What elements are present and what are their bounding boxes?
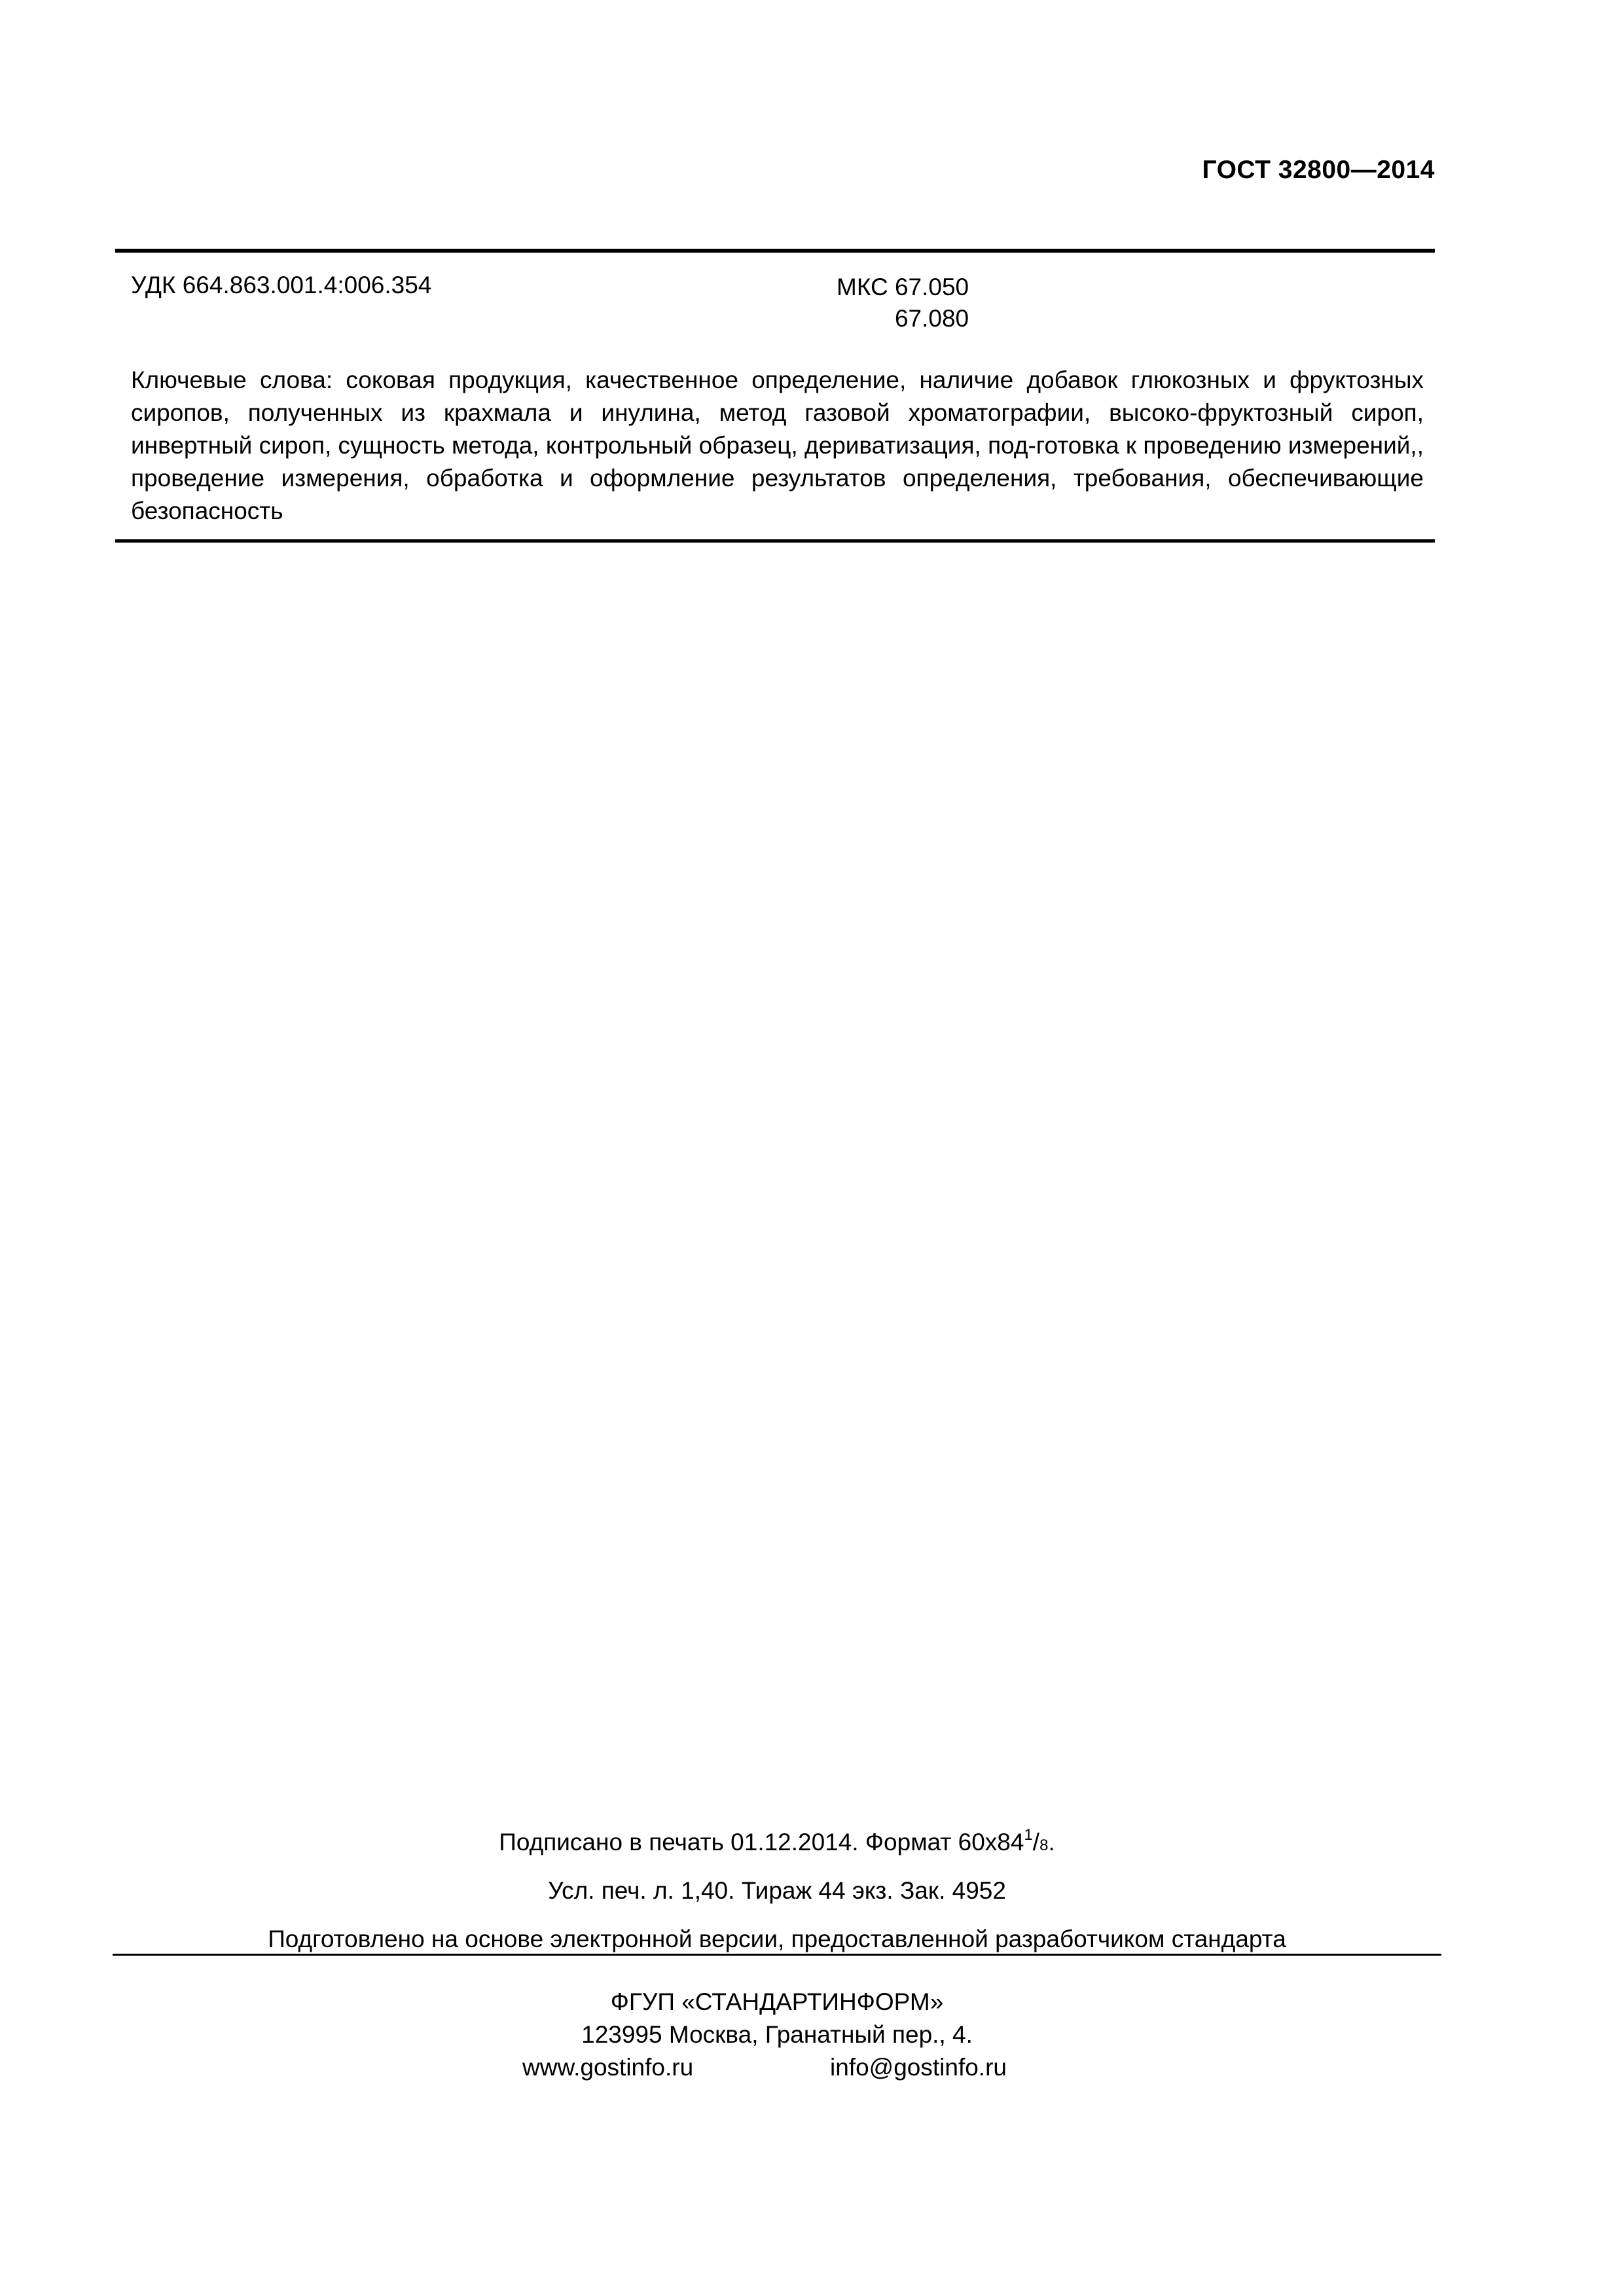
publisher-name: ФГУП «СТАНДАРТИНФОРМ» (610, 1988, 944, 2015)
udk-code: УДК 664.863.001.4:006.354 (131, 272, 432, 298)
signed-prefix: Подписано в печать 01.12.2014. Формат 60х84 (499, 1829, 1024, 1856)
prepared-note: Подготовлено на основе электронной версии, предоставленной разработчиком стандарта (268, 1926, 1286, 1952)
mks-line-1: МКС 67.050 (837, 274, 969, 300)
imprint-divider (113, 1954, 1441, 1956)
standard-code: ГОСТ 32800—2014 (1202, 156, 1435, 184)
keywords-divider (115, 539, 1435, 543)
publisher-address: 123995 Москва, Гранатный пер., 4. (581, 2021, 973, 2048)
signed-suffix: . (1048, 1829, 1055, 1856)
publisher-email-link[interactable]: info@gostinfo.ru (830, 2054, 1007, 2081)
print-info-line: Усл. печ. л. 1,40. Тираж 44 экз. Зак. 4952 (548, 1877, 1006, 1904)
top-divider (115, 249, 1435, 253)
keywords-paragraph: Ключевые слова: соковая продукция, качественное определение, наличие добавок глюкозных и фруктозных сиропов, полученных из крахмала и инулина, метод газовой хроматографии, высоко-фруктозный сироп, инвертный сироп, сущность метода, контрольный образец, дериватизация, под-готовка к проведению измерений,, проведение измерения, обработка и оформление результатов определения, требования, обеспечивающие безопасность (131, 367, 1424, 524)
publisher-website-link[interactable]: www.gostinfo.ru (522, 2054, 694, 2081)
format-fraction-numerator: 1 (1024, 1826, 1033, 1844)
format-fraction-slash: / (1032, 1829, 1040, 1856)
signed-for-print-line (113, 1826, 1441, 1856)
mks-line-2: 67.080 (894, 305, 969, 332)
format-fraction-denominator: 8 (1039, 1837, 1049, 1854)
mks-codes (837, 272, 969, 334)
